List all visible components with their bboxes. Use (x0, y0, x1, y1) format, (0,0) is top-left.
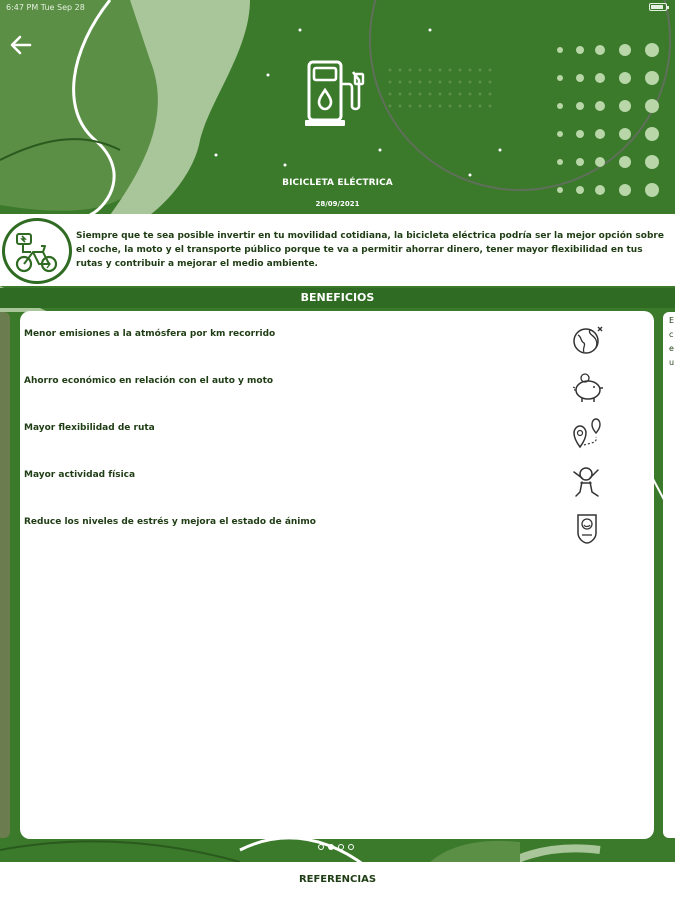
route-pin-icon (570, 417, 604, 451)
benefit-item (20, 464, 654, 494)
status-time: 6:47 PM Tue Sep 28 (6, 3, 85, 12)
pagination-dot[interactable] (318, 844, 324, 850)
benefit-label: Ahorro económico en relación con el auto y moto (24, 376, 274, 386)
battery-icon (649, 3, 667, 11)
benefit-label: Mayor actividad física (24, 470, 136, 480)
peek-letter: u (669, 358, 675, 367)
benefit-label: Reduce los niveles de estrés y mejora el estado de ánimo (24, 517, 316, 527)
next-card-peek[interactable] (663, 312, 675, 838)
pagination-dot[interactable] (338, 844, 344, 850)
electric-bike-icon (13, 228, 61, 276)
fuel-pump-icon (303, 58, 375, 130)
peek-letter: e (669, 344, 674, 353)
peek-letter: c (669, 330, 674, 339)
pagination-dot[interactable] (328, 844, 334, 850)
back-button[interactable] (8, 32, 34, 58)
benefit-item (20, 417, 654, 447)
previous-card-peek[interactable] (0, 312, 10, 838)
pagination-dots[interactable] (318, 844, 358, 852)
article-date: 28/09/2021 (315, 200, 360, 208)
globe-icon (570, 323, 604, 357)
benefit-label: Menor emisiones a la atmósfera por km recorrido (24, 329, 276, 339)
benefit-label: Mayor flexibilidad de ruta (24, 423, 155, 433)
benefit-item (20, 323, 654, 353)
intro-text: Siempre que te sea posible invertir en tu movilidad cotidiana, la bicicleta eléctrica podría ser la mejor opción sobre el coche, la moto y el transporte público porque te va a permitir ahorrar dinero, tener mayor flexibilidad en tus rutas y contribuir a mejorar el medio ambiente. (76, 231, 664, 269)
arrow-left-icon (12, 37, 30, 53)
pagination-dot[interactable] (348, 844, 354, 850)
happy-face-icon (570, 511, 604, 545)
peek-letter: E (669, 316, 675, 325)
piggy-bank-icon (570, 370, 604, 404)
references-button[interactable]: REFERENCIAS (298, 874, 377, 885)
intro-icon-badge (2, 218, 72, 284)
article-title: BICICLETA ELÉCTRICA (282, 178, 393, 188)
benefit-item (20, 511, 654, 541)
benefit-item (20, 370, 654, 400)
benefits-heading: BENEFICIOS (0, 288, 675, 308)
status-bar (0, 0, 675, 16)
exercise-person-icon (570, 464, 604, 498)
benefits-card (20, 311, 654, 839)
